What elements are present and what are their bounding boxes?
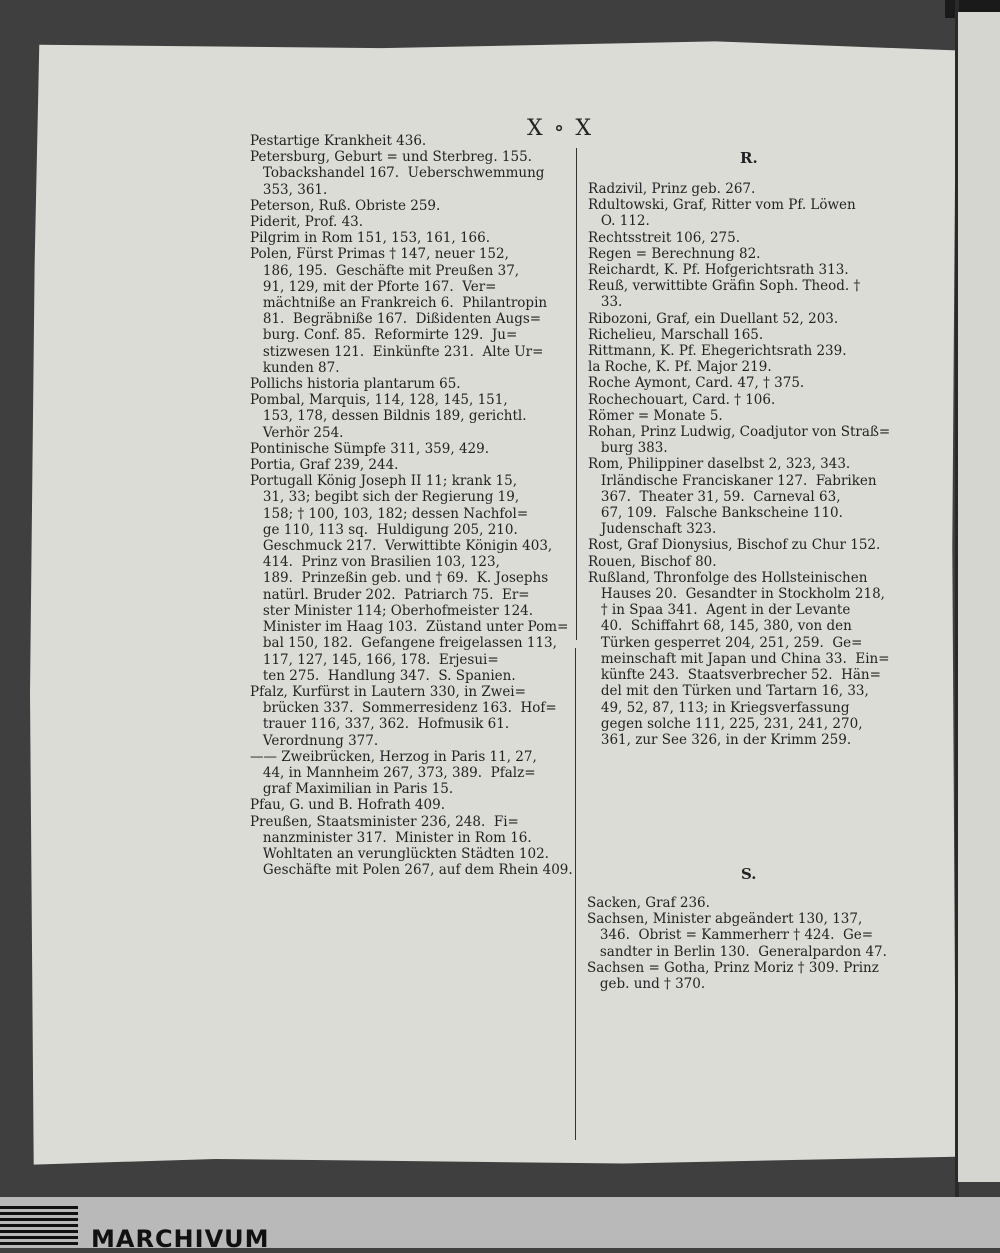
index-line: 346. Obrist = Kammerherr † 424. Ge= xyxy=(587,927,874,944)
index-line: Verordnung 377. xyxy=(250,732,379,749)
index-line: Irländische Franciskaner 127. Fabriken xyxy=(588,472,877,489)
index-line: ge 110, 113 sq. Huldigung 205, 210. xyxy=(250,521,518,538)
index-line: del mit den Türken und Tartarn 16, 33, xyxy=(588,683,869,700)
index-line: 33. xyxy=(588,294,623,311)
footer-brand: MARCHIVUM xyxy=(91,1225,270,1253)
index-line: Pombal, Marquis, 114, 128, 145, 151, xyxy=(250,392,508,409)
index-line: Richelieu, Marschall 165. xyxy=(588,326,764,343)
index-line: Tobackshandel 167. Ueberschwemmung xyxy=(250,165,545,182)
index-line: Ribozoni, Graf, ein Duellant 52, 203. xyxy=(588,310,839,327)
index-line: 158; † 100, 103, 182; dessen Nachfol= xyxy=(250,505,529,522)
index-line: Sachsen = Gotha, Prinz Moriz † 309. Prinz xyxy=(587,959,879,976)
index-line: O. 112. xyxy=(588,213,650,230)
index-line: Sacken, Graf 236. xyxy=(587,895,710,911)
index-line: Rouen, Bischof 80. xyxy=(588,553,717,570)
index-line: ten 275. Handlung 347. S. Spanien. xyxy=(250,667,516,684)
index-line: Portia, Graf 239, 244. xyxy=(250,457,399,474)
index-line: mächtniße an Frankreich 6. Philantropin xyxy=(250,295,548,312)
right-column-r xyxy=(588,181,913,748)
index-line: Pollichs historia plantarum 65. xyxy=(250,376,461,393)
index-line: Roche Aymont, Card. 47, † 375. xyxy=(588,375,805,392)
index-line: 367. Theater 31, 59. Carneval 63, xyxy=(588,488,841,505)
left-column xyxy=(250,133,572,878)
index-line: 414. Prinz von Brasilien 103, 123, xyxy=(250,554,500,571)
index-line: † in Spaa 341. Agent in der Levante xyxy=(588,602,851,619)
section-letter-r: R. xyxy=(740,149,758,167)
index-line: Radzivil, Prinz geb. 267. xyxy=(588,181,756,197)
index-line: Verhör 254. xyxy=(250,424,344,441)
index-line: 361, zur See 326, in der Krimm 259. xyxy=(588,731,852,748)
index-line: sandter in Berlin 130. Generalpardon 47. xyxy=(587,943,887,960)
index-line: la Roche, K. Pf. Major 219. xyxy=(588,359,772,376)
index-line: 44, in Mannheim 267, 373, 389. Pfalz= xyxy=(250,764,536,781)
index-line: Petersburg, Geburt = und Sterbreg. 155. xyxy=(250,149,532,166)
index-line: geb. und † 370. xyxy=(587,976,706,993)
index-line: Rittmann, K. Pf. Ehegerichtsrath 239. xyxy=(588,343,847,360)
index-line: Pontinische Sümpfe 311, 359, 429. xyxy=(250,440,489,457)
index-line: Sachsen, Minister abgeändert 130, 137, xyxy=(587,911,863,928)
index-line: 81. Begräbniße 167. Dißidenten Augs= xyxy=(250,311,542,328)
index-line: 49, 52, 87, 113; in Kriegsverfassung xyxy=(588,699,850,716)
index-line: 189. Prinzeßin geb. und † 69. K. Josephs xyxy=(250,570,549,587)
index-line: kunden 87. xyxy=(250,359,340,376)
index-line: brücken 337. Sommerresidenz 163. Hof= xyxy=(250,700,557,717)
column-divider-lower xyxy=(575,648,576,1140)
page-header: X ∘ X xyxy=(527,116,594,141)
index-line: Rohan, Prinz Ludwig, Coadjutor von Straß= xyxy=(588,424,891,441)
index-line: graf Maximilian in Paris 15. xyxy=(250,781,454,798)
index-line: bal 150, 182. Gefangene freigelassen 113, xyxy=(250,635,557,652)
index-line: 40. Schiffahrt 68, 145, 380, von den xyxy=(588,618,852,635)
index-line: nanzminister 317. Minister in Rom 16. xyxy=(250,829,532,846)
index-line: Geschäfte mit Polen 267, auf dem Rhein 409. xyxy=(250,862,573,879)
index-line: gegen solche 111, 225, 231, 241, 270, xyxy=(588,715,863,732)
column-divider xyxy=(576,148,577,640)
index-line: burg. Conf. 85. Reformirte 129. Ju= xyxy=(250,327,518,344)
index-line: natürl. Bruder 202. Patriarch 75. Er= xyxy=(250,586,530,603)
index-line: Preußen, Staatsminister 236, 248. Fi= xyxy=(250,813,519,830)
right-column-s xyxy=(587,895,912,992)
index-line: 31, 33; begibt sich der Regierung 19, xyxy=(250,489,520,506)
index-line: Rechtsstreit 106, 275. xyxy=(588,229,741,246)
index-line: 153, 178, dessen Bildnis 189, gerichtl. xyxy=(250,408,527,425)
index-line: Reuß, verwittibte Gräfin Soph. Theod. † xyxy=(588,278,861,295)
index-line: Hauses 20. Gesandter in Stockholm 218, xyxy=(588,586,885,603)
archive-logo-icon xyxy=(0,1206,78,1248)
index-line: Pfalz, Kurfürst in Lautern 330, in Zwei= xyxy=(250,683,526,700)
index-line: Pilgrim in Rom 151, 153, 161, 166. xyxy=(250,230,491,247)
index-line: Portugall König Joseph II 11; krank 15, xyxy=(250,473,518,490)
index-line: künfte 243. Staatsverbrecher 52. Hän= xyxy=(588,667,881,684)
adjacent-page xyxy=(958,12,1000,1182)
index-line: Römer = Monate 5. xyxy=(588,407,723,424)
index-line: Judenschaft 323. xyxy=(588,521,717,538)
index-line: Minister im Haag 103. Züstand unter Pom= xyxy=(250,619,569,636)
index-line: Rußland, Thronfolge des Hollsteinischen xyxy=(588,569,868,586)
index-line: Wohltaten an verunglückten Städten 102. xyxy=(250,845,549,862)
index-line: 117, 127, 145, 166, 178. Erjesui= xyxy=(250,651,499,668)
index-line: Reichardt, K. Pf. Hofgerichtsrath 313. xyxy=(588,262,849,279)
index-line: burg 383. xyxy=(588,440,668,457)
index-line: Pfau, G. und B. Hofrath 409. xyxy=(250,797,445,814)
index-line: Rdultowski, Graf, Ritter vom Pf. Löwen xyxy=(588,197,856,214)
index-line: Piderit, Prof. 43. xyxy=(250,214,364,231)
index-line: Peterson, Ruß. Obriste 259. xyxy=(250,197,441,214)
index-line: 91, 129, mit der Pforte 167. Ver= xyxy=(250,278,497,295)
index-line: Polen, Fürst Primas † 147, neuer 152, xyxy=(250,246,509,263)
index-line: Türken gesperret 204, 251, 259. Ge= xyxy=(588,634,863,651)
index-line: —— Zweibrücken, Herzog in Paris 11, 27, xyxy=(250,748,537,765)
index-line: 67, 109. Falsche Bankscheine 110. xyxy=(588,505,843,522)
index-line: Rom, Philippiner daselbst 2, 323, 343. xyxy=(588,456,851,473)
index-line: ster Minister 114; Oberhofmeister 124. xyxy=(250,602,534,619)
index-line: Pestartige Krankheit 436. xyxy=(250,133,427,149)
index-line: 353, 361. xyxy=(250,181,328,198)
index-line: trauer 116, 337, 362. Hofmusik 61. xyxy=(250,716,510,733)
index-line: stizwesen 121. Einkünfte 231. Alte Ur= xyxy=(250,343,544,360)
section-letter-s: S. xyxy=(741,865,757,883)
index-line: Regen = Berechnung 82. xyxy=(588,245,761,262)
index-line: Rochechouart, Card. † 106. xyxy=(588,391,776,408)
index-line: meinschaft mit Japan und China 33. Ein= xyxy=(588,650,890,667)
index-line: Rost, Graf Dionysius, Bischof zu Chur 152. xyxy=(588,537,881,554)
index-line: Geschmuck 217. Verwittibte Königin 403, xyxy=(250,538,553,555)
index-line: 186, 195. Geschäfte mit Preußen 37, xyxy=(250,262,520,279)
